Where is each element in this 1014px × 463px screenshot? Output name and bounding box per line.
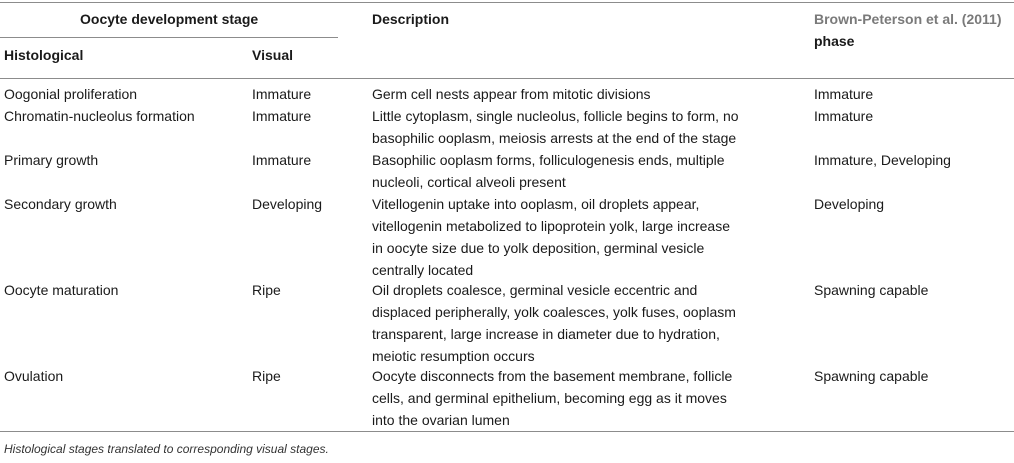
description-line: Germ cell nests appear from mitotic divisions bbox=[372, 86, 651, 102]
cell-histological: Chromatin-nucleolus formation bbox=[4, 108, 195, 124]
cell-phase: Spawning capable bbox=[814, 368, 929, 384]
cell-visual: Immature bbox=[252, 152, 312, 168]
cell-phase: Immature bbox=[814, 86, 874, 102]
cell-visual: Ripe bbox=[252, 282, 281, 298]
header-brown-reference: Brown-Peterson et al. (2011) bbox=[814, 11, 1002, 27]
cell-description bbox=[372, 365, 732, 431]
cell-histological: Ovulation bbox=[4, 368, 64, 384]
top-rule bbox=[0, 2, 1014, 3]
cell-description bbox=[372, 83, 651, 105]
cell-visual: Ripe bbox=[252, 368, 281, 384]
table-bottom-rule bbox=[0, 431, 1014, 432]
cell-phase: Immature bbox=[814, 108, 874, 124]
header-bottom-rule bbox=[0, 78, 1014, 79]
header-group-title: Oocyte development stage bbox=[80, 11, 259, 27]
header-visual: Visual bbox=[252, 47, 293, 63]
description-line: nucleoli, cortical alveoli present bbox=[372, 174, 566, 190]
cell-description bbox=[372, 105, 739, 149]
header-description: Description bbox=[372, 11, 450, 27]
cell-histological: Oogonial proliferation bbox=[4, 86, 138, 102]
description-line: basophilic ooplasm, meiosis arrests at the end of the stage bbox=[372, 130, 737, 146]
cell-description bbox=[372, 279, 736, 367]
description-line: Vitellogenin uptake into ooplasm, oil droplets appear, bbox=[372, 196, 700, 212]
table-footnote: Histological stages translated to corresponding visual stages. bbox=[4, 442, 329, 456]
description-line: into the ovarian lumen bbox=[372, 412, 510, 428]
description-line: transparent, large increase in diameter due to hydration, bbox=[372, 326, 720, 342]
description-line: Little cytoplasm, single nucleolus, follicle begins to form, no bbox=[372, 108, 739, 124]
cell-visual: Immature bbox=[252, 86, 312, 102]
cell-visual: Immature bbox=[252, 108, 312, 124]
cell-description bbox=[372, 149, 725, 193]
description-line: vitellogenin metabolized to lipoprotein yolk, large increase bbox=[372, 218, 730, 234]
cell-histological: Secondary growth bbox=[4, 196, 117, 212]
description-line: displaced peripherally, yolk coalesces, yolk fuses, ooplasm bbox=[372, 304, 736, 320]
description-line: cells, and germinal epithelium, becoming egg as it moves bbox=[372, 390, 727, 406]
group-underline bbox=[0, 37, 338, 38]
description-line: Basophilic ooplasm forms, folliculogenesis ends, multiple bbox=[372, 152, 725, 168]
header-histological: Histological bbox=[4, 47, 84, 63]
cell-histological: Primary growth bbox=[4, 152, 99, 168]
cell-histological: Oocyte maturation bbox=[4, 282, 119, 298]
cell-description bbox=[372, 193, 730, 281]
description-line: meiotic resumption occurs bbox=[372, 348, 535, 364]
description-line: Oocyte disconnects from the basement membrane, follicle bbox=[372, 368, 733, 384]
cell-phase: Developing bbox=[814, 196, 885, 212]
description-line: in oocyte size due to yolk deposition, germinal vesicle bbox=[372, 240, 705, 256]
header-brown-phase: phase bbox=[814, 33, 855, 49]
description-line: centrally located bbox=[372, 262, 474, 278]
cell-phase: Spawning capable bbox=[814, 282, 929, 298]
cell-phase: Immature, Developing bbox=[814, 152, 951, 168]
cell-visual: Developing bbox=[252, 196, 323, 212]
description-line: Oil droplets coalesce, germinal vesicle eccentric and bbox=[372, 282, 698, 298]
